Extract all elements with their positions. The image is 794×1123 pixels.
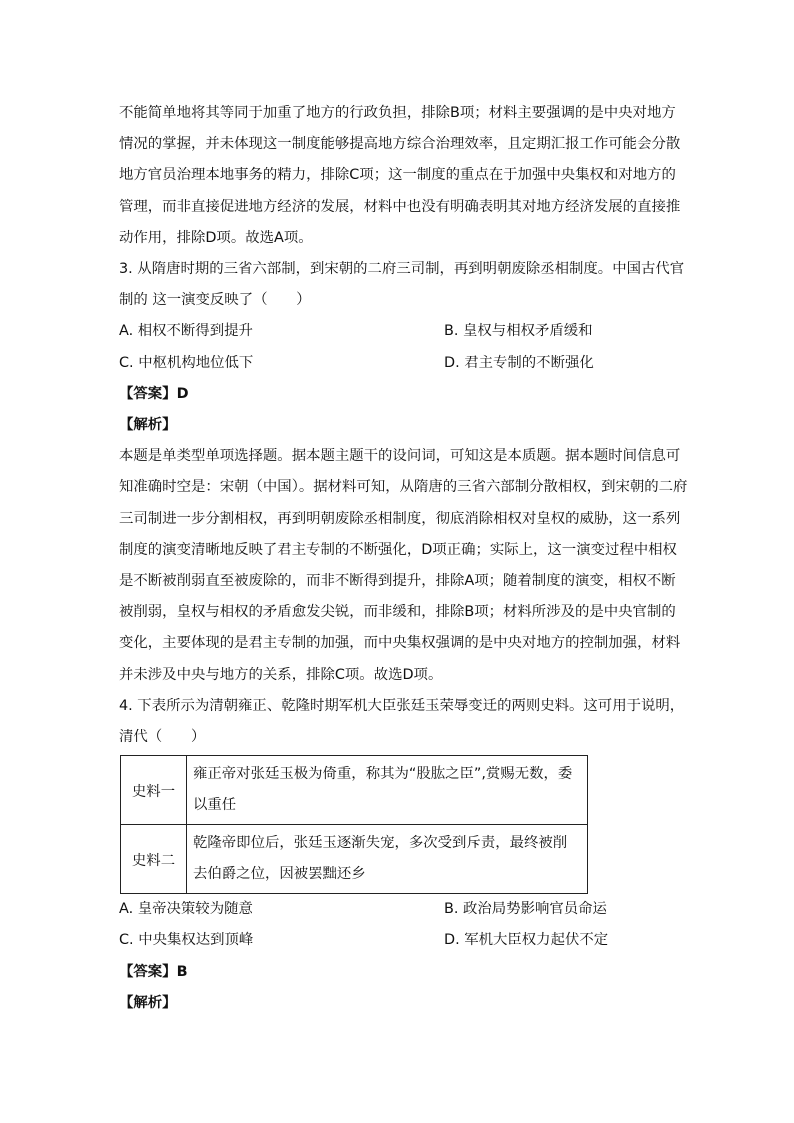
text-line: 情况的掌握，并未体现这一制度能够提高地方综合治理效率，且定期汇报工作可能会分散: [119, 136, 681, 153]
analysis-label: 【解析】: [119, 994, 177, 1011]
text-line: 变化，主要体现的是君主专制的加强，而中央集权强调的是中央对地方的控制加强，材料: [119, 635, 681, 652]
table-row: [121, 756, 588, 825]
text-line: 知准确时空是：宋朝（中国）。据材料可知，从隋唐的三省六部制分散相权，到宋朝的二府: [119, 479, 688, 496]
previous-analysis-paragraph: [119, 98, 679, 254]
option-c: C. 中央集权达到顶峰: [119, 932, 254, 949]
text-line: 本题是单类型单项选择题。据本题主题干的设问词，可知这是本质题。据本题时间信息可: [119, 448, 681, 465]
text-line: 被削弱，皇权与相权的矛盾愈发尖锐，而非缓和，排除B项；材料所涉及的是中央官制的: [119, 604, 676, 621]
option-d: D. 君主专制的不断强化: [444, 354, 594, 371]
table-cell-label: 史料二: [121, 825, 187, 894]
option-a: A. 相权不断得到提升: [119, 323, 253, 340]
text-line: 4. 下表所示为清朝雍正、乾隆时期军机大臣张廷玉荣辱变迁的两则史料。这可用于说明，: [119, 697, 685, 714]
question-3-options-row-2: [119, 348, 679, 379]
option-a: A. 皇帝决策较为随意: [119, 901, 253, 918]
text-line: 地方官员治理本地事务的精力，排除C项；这一制度的重点在于加强中央集权和对地方的: [119, 167, 676, 184]
text-line: 管理，而非直接促进地方经济的发展，材料中也没有明确表明其对地方经济发展的直接推: [119, 198, 681, 215]
answer-label: 【答案】D: [119, 385, 189, 402]
text-line: 制度的演变清晰地反映了君主专制的不断强化，D项正确；实际上，这一演变过程中相权: [119, 541, 677, 558]
text-line: 并未涉及中央与地方的关系，排除C项。故选D项。: [119, 666, 443, 683]
text-line: 动作用，排除D项。故选A项。: [119, 229, 313, 246]
option-c: C. 中枢机构地位低下: [119, 354, 254, 371]
option-b: B. 政治局势影响官员命运: [444, 901, 607, 918]
text-line: 清代（ ）: [119, 729, 206, 746]
source-table: [120, 755, 588, 894]
question-4-stem: [119, 691, 685, 753]
question-3-options-row-1: [119, 316, 679, 347]
analysis-label: 【解析】: [119, 417, 177, 433]
option-d: D. 军机大臣权力起伏不定: [444, 932, 609, 949]
text-line: 是不断被削弱直至被废除的，而非不断得到提升，排除A项；随着制度的演变，相权不断: [119, 573, 676, 590]
text-line: 制的 这一演变反映了（ ）: [119, 292, 311, 309]
option-b: B. 皇权与相权矛盾缓和: [444, 323, 593, 340]
question-3-analysis: [119, 441, 688, 691]
text-line: 三司制进一步分割相权，再到明朝废除丞相制度，彻底消除相权对皇权的威胁，这一系列: [119, 510, 681, 527]
answer-label: 【答案】B: [119, 963, 188, 980]
table-cell-text: 乾隆帝即位后，张廷玉逐渐失宠，多次受到斥责，最终被削去伯爵之位，因被罢黜还乡: [187, 825, 588, 894]
question-3-stem: [119, 254, 685, 316]
table-cell-label: 史料一: [121, 756, 187, 825]
page-content: [119, 98, 688, 1019]
text-line: 3. 从隋唐时期的三省六部制，到宋朝的二府三司制，再到明朝废除丞相制度。中国古代官: [119, 261, 685, 278]
question-4-options-row-2: [119, 925, 679, 956]
question-4-answer: [119, 957, 679, 1019]
question-4-options-row-1: [119, 894, 679, 925]
table-row: [121, 825, 588, 894]
table-cell-text: 雍正帝对张廷玉极为倚重，称其为“股肱之臣”,赏赐无数，委以重任: [187, 756, 588, 825]
text-line: 不能简单地将其等同于加重了地方的行政负担，排除B项；材料主要强调的是中央对地方: [119, 105, 676, 121]
question-3-answer: [119, 379, 679, 441]
